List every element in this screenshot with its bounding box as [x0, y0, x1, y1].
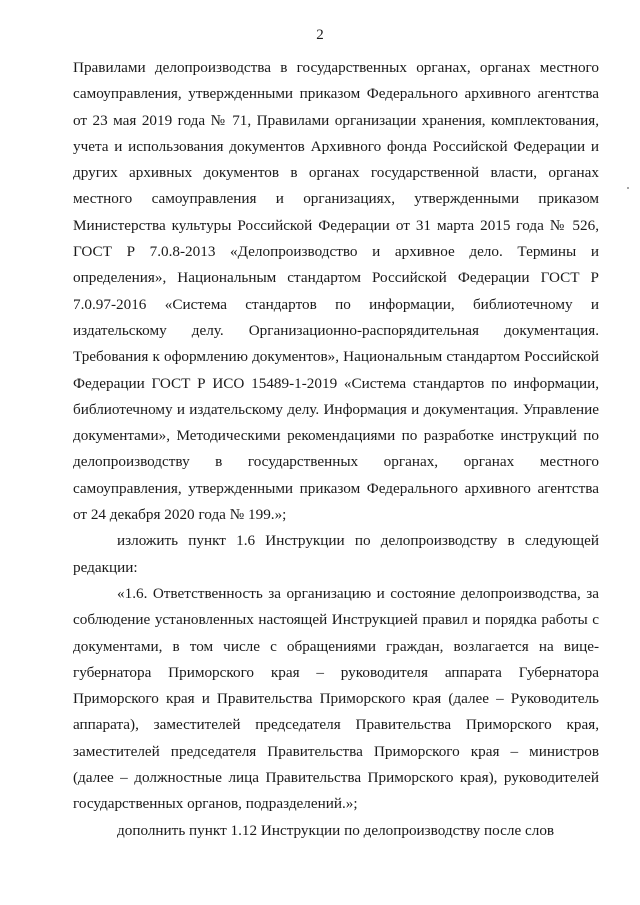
paragraph-amend-1-6: изложить пункт 1.6 Инструкции по делопроизводству в следующей редакции: [73, 532, 599, 576]
document-body [73, 55, 599, 844]
paragraph-regulations-list: Правилами делопроизводства в государственных органах, органах местного самоуправления, утвержденными приказом Федерального архивного агентства от 23 мая 2019 года № 71, Правилами организации хранения, комплектования, учета и использования документов Архивного фонда Российской Федерации и других архивных документов в органах государственной власти, органах местного самоуправления и организациях, утвержденными приказом Министерства культуры Российской Федерации от 31 марта 2015 года № 526, ГОСТ Р 7.0.8-2013 «Делопроизводство и архивное дело. Термины и определения», Национальным стандартом Российской Федерации ГОСТ Р 7.0.97-2016 «Система стандартов по информации, библиотечному и издательскому делу. Организационно-распорядительная документация. Требования к оформлению документов», Национальным стандартом Российской Федерации ГОСТ Р ИСО 15489-1-2019 «Система стандартов по информации, библиотечному и издательскому делу. Информация и документация. Управление документами», Методическими рекомендациями по разработке инструкций по делопроизводству в государственных органах, органах местного самоуправления, утвержденными приказом Федерального архивного агентства от 24 декабря 2020 года № 199.»; [73, 59, 599, 524]
paragraph-clause-1-6: «1.6. Ответственность за организацию и состояние делопроизводства, за соблюдение установленных настоящей Инструкцией правил и порядка работы с документами, в том числе с обращениями граждан, возлагается на вице-губернатора Приморского края – руководителя аппарата Губернатора Приморского края и Правительства Приморского края (далее – Руководитель аппарата), заместителей председателя Правительства Приморского края, заместителей председателя Правительства Приморского края – министров (далее – должностные лица Правительства Приморского края), руководителей государственных органов, подразделений.»; [73, 584, 599, 813]
scan-speck [627, 187, 629, 189]
page-number: 2 [316, 27, 324, 43]
paragraph-amend-1-12: дополнить пункт 1.12 Инструкции по делопроизводству после слов [117, 821, 555, 839]
